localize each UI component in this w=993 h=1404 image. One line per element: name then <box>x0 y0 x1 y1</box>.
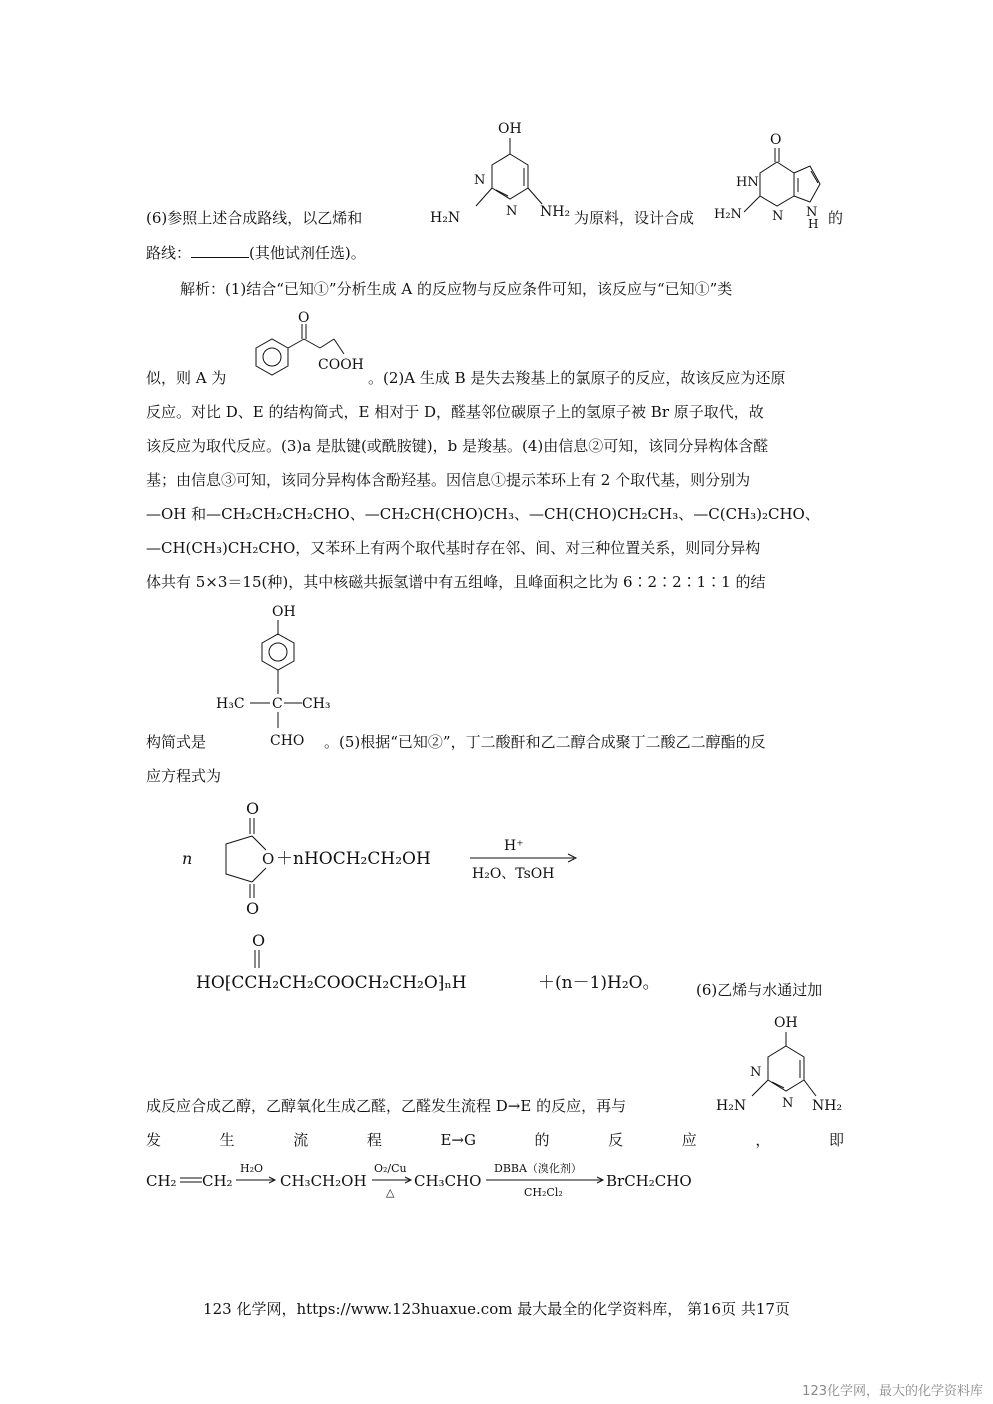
pyrrolo-h: H <box>808 217 819 231</box>
compound-a-o: O <box>298 310 310 326</box>
analysis-line7: —CH(CH₃)CH₂CHO，又苯环上有两个取代基时存在邻、间、对三种位置关系，则同分异构 <box>146 539 761 557</box>
isomer-structure <box>214 600 344 750</box>
answer-blank <box>191 243 249 258</box>
part6-line2: 发 生 流 程 E→G 的 反 应 ， 即 <box>146 1131 844 1149</box>
q6-suffix: 的 <box>828 209 844 227</box>
pyrimidine-nh2: NH₂ <box>540 204 571 220</box>
pyrimidine2-oh: OH <box>774 1015 798 1031</box>
product-byproduct: ＋(n－1)H₂O。 <box>538 973 660 993</box>
product-formula: HO⁅CCH₂CH₂COOCH₂CH₂O⁆ₙH <box>196 973 467 993</box>
reaction5-o-ring: O <box>262 850 275 868</box>
analysis-line8: 体共有 5×3＝15(种)，其中核磁共振氢谱中有五组峰，且峰面积之比为 6∶2∶2∶1∶1 的结 <box>146 573 766 591</box>
reaction5-product <box>192 928 712 998</box>
pyrimidine2-n2: N <box>782 1096 794 1111</box>
reaction5-o-bottom: O <box>246 899 260 918</box>
route-s2: CH₂ <box>202 1172 233 1190</box>
route-c2top: O₂/Cu <box>374 1162 407 1175</box>
pyrimidine-n2: N <box>506 204 518 219</box>
q6-line1 <box>146 208 362 228</box>
q6-mid: 为原料，设计合成 <box>574 209 695 227</box>
analysis-line2a: 似，则 A 为 <box>146 369 227 387</box>
route-s3: CH₃CH₂OH <box>280 1172 367 1190</box>
isomer-c: C <box>272 696 283 712</box>
pyrrolo-n: N <box>772 209 784 224</box>
reaction5-o-top: O <box>246 799 260 818</box>
isomer-ch3: CH₃ <box>302 696 331 712</box>
pyrimidine2-nh2: NH₂ <box>812 1098 843 1114</box>
analysis-line9a: 构简式是 <box>146 733 207 751</box>
pyrimidine2-n1: N <box>750 1065 762 1080</box>
part6-line1: 成反应合成乙醇，乙醇氧化生成乙醛，乙醛发生流程 D→E 的反应，再与 <box>146 1097 627 1115</box>
pyrrolo-h2n: H₂N <box>714 207 742 222</box>
compound-a-cooh: COOH <box>318 357 364 373</box>
reaction5-cond-bottom: H₂O、TsOH <box>472 866 555 882</box>
pyrrolo-nh: N <box>806 205 818 220</box>
reaction5-reagent: ＋nHOCH₂CH₂OH <box>276 849 431 869</box>
pyrimidine-structure-2 <box>716 1012 866 1118</box>
route-s4: CH₃CHO <box>414 1172 482 1190</box>
pyrrolo-o: O <box>770 132 782 148</box>
compound-a-structure <box>236 308 376 386</box>
route-c3bot: CH₂Cl₂ <box>524 1186 563 1199</box>
pyrimidine-h2n: H₂N <box>430 210 461 226</box>
isomer-oh: OH <box>272 604 296 620</box>
analysis-line4: 该反应为取代反应。(3)a 是肽键(或酰胺键)，b 是羧基。(4)由信息②可知，该同分异构体含醛 <box>146 437 769 455</box>
pyrimidine-oh: OH <box>498 121 522 137</box>
route-c2bot: △ <box>386 1186 395 1199</box>
analysis-line5: 基；由信息③可知，该同分异构体含酚羟基。因信息①提示苯环上有 2 个取代基，则分别为 <box>146 471 751 489</box>
route-s1: CH₂ <box>146 1172 177 1190</box>
analysis-line1: 解析：(1)结合“已知①”分析生成 A 的反应物与反应条件可知，该反应与“已知①”类 <box>180 280 733 298</box>
analysis-line9b: 。(5)根据“已知②”，丁二酸酐和乙二醇合成聚丁二酸乙二醇酯的反 <box>324 733 766 751</box>
part6-tail: (6)乙烯与水通过加 <box>696 981 823 999</box>
synthesis-route <box>146 1158 706 1204</box>
route-c1: H₂O <box>240 1162 264 1175</box>
analysis-line10: 应方程式为 <box>146 767 222 785</box>
pyrimidine-structure <box>430 118 580 230</box>
q6-line2: 路线： (其他试剂任选)。 <box>146 244 366 262</box>
isomer-h3c: H₃C <box>216 696 245 712</box>
isomer-cho: CHO <box>270 733 305 749</box>
route-c3top: DBBA（溴化剂） <box>494 1162 582 1175</box>
pyrimidine-n1: N <box>474 173 486 188</box>
product-o: O <box>252 931 266 950</box>
reaction5-n: n <box>182 849 193 868</box>
reaction5-scheme <box>176 794 596 924</box>
pyrrolopyrimidine-structure <box>714 128 834 231</box>
pyrrolo-hn: HN <box>736 175 759 190</box>
reaction5-cond-top: H⁺ <box>504 838 524 854</box>
analysis-line6: —OH 和—CH₂CH₂CH₂CHO、—CH₂CH(CHO)CH₃、—CH(CHO)CH₂CH₃、—C(CH₃)₂CHO、 <box>146 505 820 523</box>
route-s5: BrCH₂CHO <box>606 1172 692 1190</box>
analysis-line3: 反应。对比 D、E 的结构简式，E 相对于 D，醛基邻位碳原子上的氢原子被 Br 原子取代，故 <box>146 403 764 421</box>
q6-prefix: (6)参照上述合成路线，以乙烯和 <box>146 209 363 227</box>
page-footer: 123 化学网，https://www.123huaxue.com 最大最全的化学资料库， 第16页 共17页 <box>203 1300 790 1318</box>
watermark: 123化学网，最大的化学资料库 <box>802 1384 983 1399</box>
analysis-line2b: 。(2)A 生成 B 是失去羧基上的氯原子的反应，故该反应为还原 <box>368 369 786 387</box>
pyrimidine2-h2n: H₂N <box>716 1098 747 1114</box>
